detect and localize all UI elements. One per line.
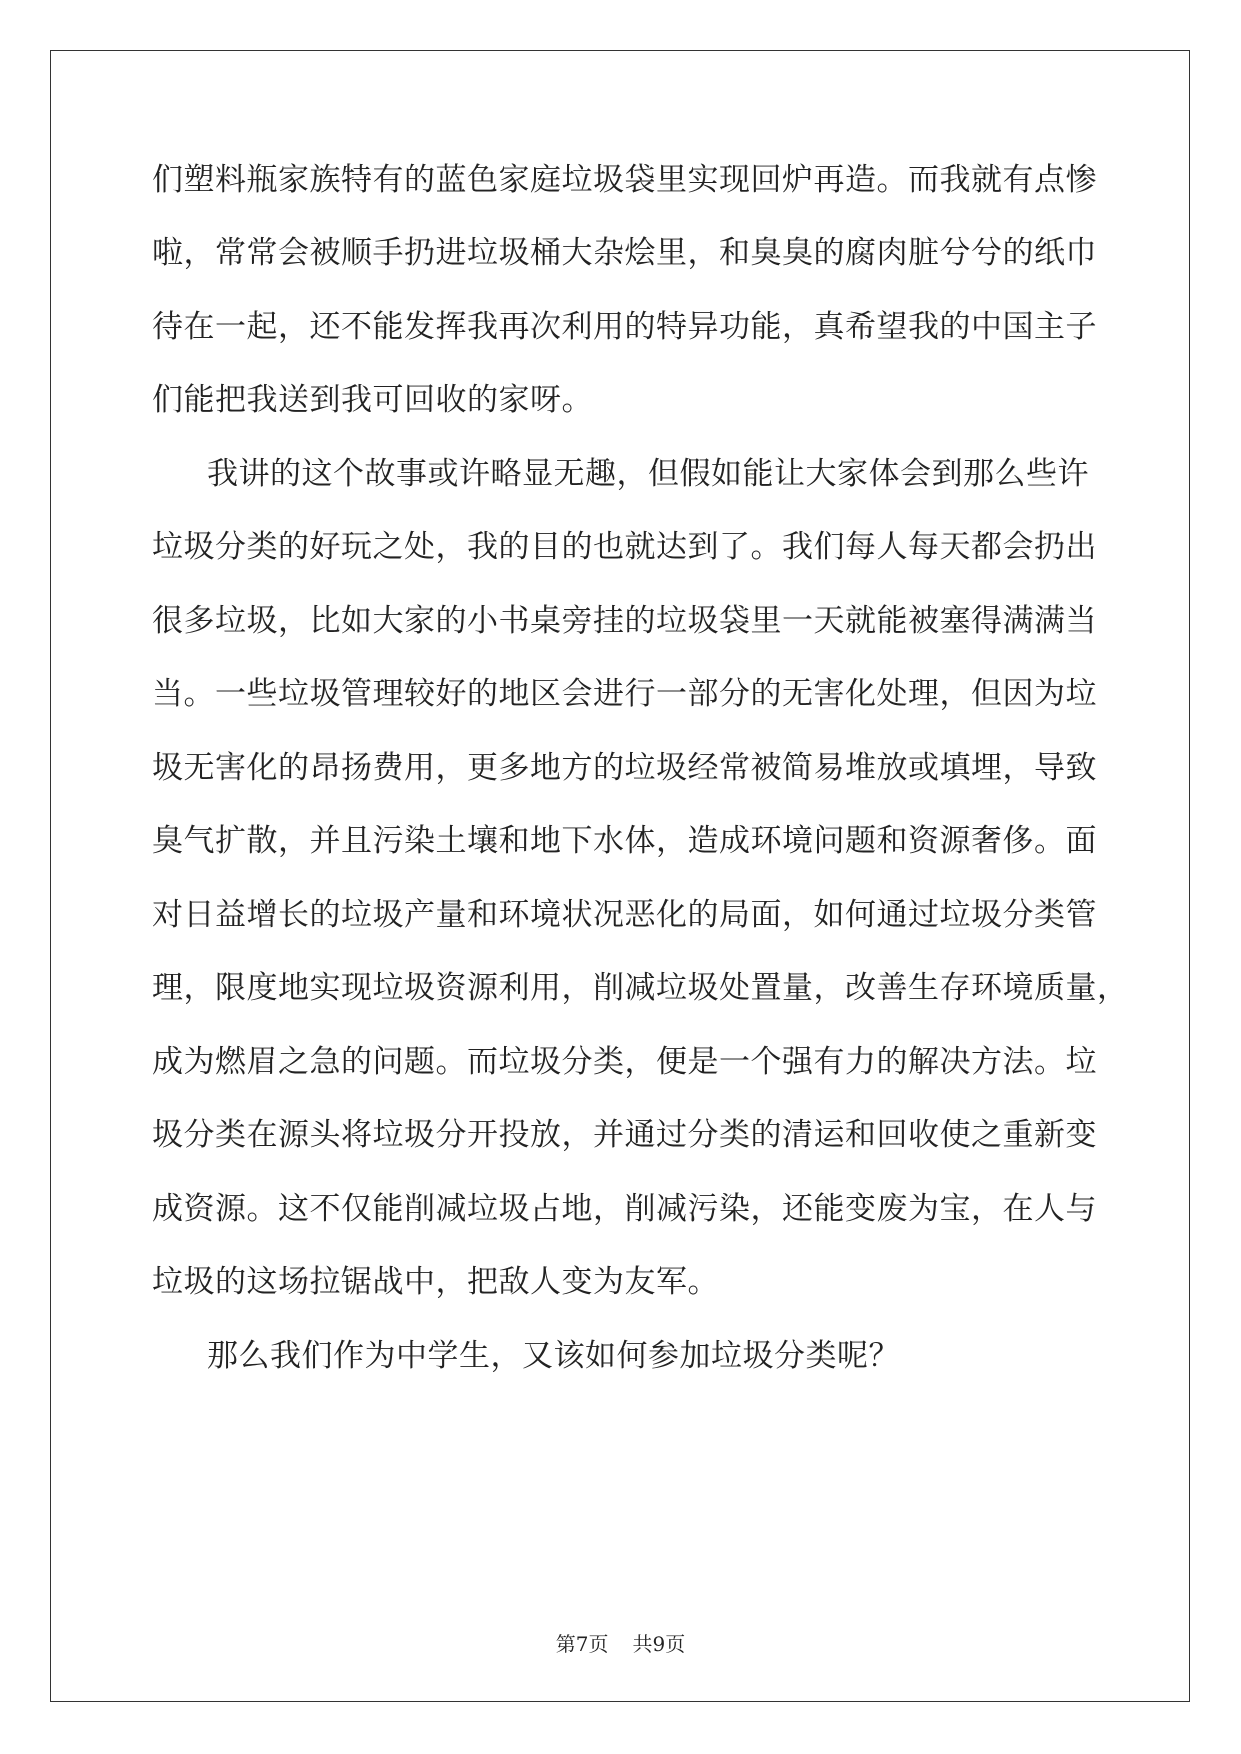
paragraph-first-line: 我讲的这个故事或许略显无趣，但假如能让大家体会到那么些许 (207, 456, 1089, 492)
text-line: 成资源。这不仅能削减垃圾占地，削减污染，还能变废为宝，在人与 (152, 1191, 1097, 1227)
text-line: 待在一起，还不能发挥我再次利用的特异功能，真希望我的中国主子 (152, 309, 1097, 345)
text-line: 当。一些垃圾管理较好的地区会进行一部分的无害化处理，但因为垃 (152, 676, 1097, 712)
text-line: 理，限度地实现垃圾资源利用，削减垃圾处置量，改善生存环境质量， (152, 970, 1129, 1006)
paragraph-first-line: 那么我们作为中学生，又该如何参加垃圾分类呢？ (207, 1338, 900, 1374)
page-border (50, 50, 1190, 1702)
text-line: 们塑料瓶家族特有的蓝色家庭垃圾袋里实现回炉再造。而我就有点惨 (152, 162, 1097, 198)
text-line: 们能把我送到我可回收的家呀。 (152, 382, 593, 418)
text-line: 圾无害化的昂扬费用，更多地方的垃圾经常被简易堆放或填埋，导致 (152, 750, 1097, 786)
text-line: 垃圾的这场拉锯战中，把敌人变为友军。 (152, 1264, 719, 1300)
text-line: 圾分类在源头将垃圾分开投放，并通过分类的清运和回收使之重新变 (152, 1117, 1097, 1153)
total-pages-label: 共9页 (632, 1632, 686, 1656)
text-line: 垃圾分类的好玩之处，我的目的也就达到了。我们每人每天都会扔出 (152, 529, 1097, 565)
current-page-label: 第7页 (555, 1632, 609, 1656)
text-line: 成为燃眉之急的问题。而垃圾分类，便是一个强有力的解决方法。垃 (152, 1044, 1097, 1080)
text-line: 啦，常常会被顺手扔进垃圾桶大杂烩里，和臭臭的腐肉脏兮兮的纸巾 (152, 235, 1097, 271)
page-footer (0, 1628, 1241, 1657)
text-line: 很多垃圾，比如大家的小书桌旁挂的垃圾袋里一天就能被塞得满满当 (152, 603, 1097, 639)
text-line: 对日益增长的垃圾产量和环境状况恶化的局面，如何通过垃圾分类管 (152, 897, 1097, 933)
text-line: 臭气扩散，并且污染土壤和地下水体，造成环境问题和资源奢侈。面 (152, 823, 1097, 859)
